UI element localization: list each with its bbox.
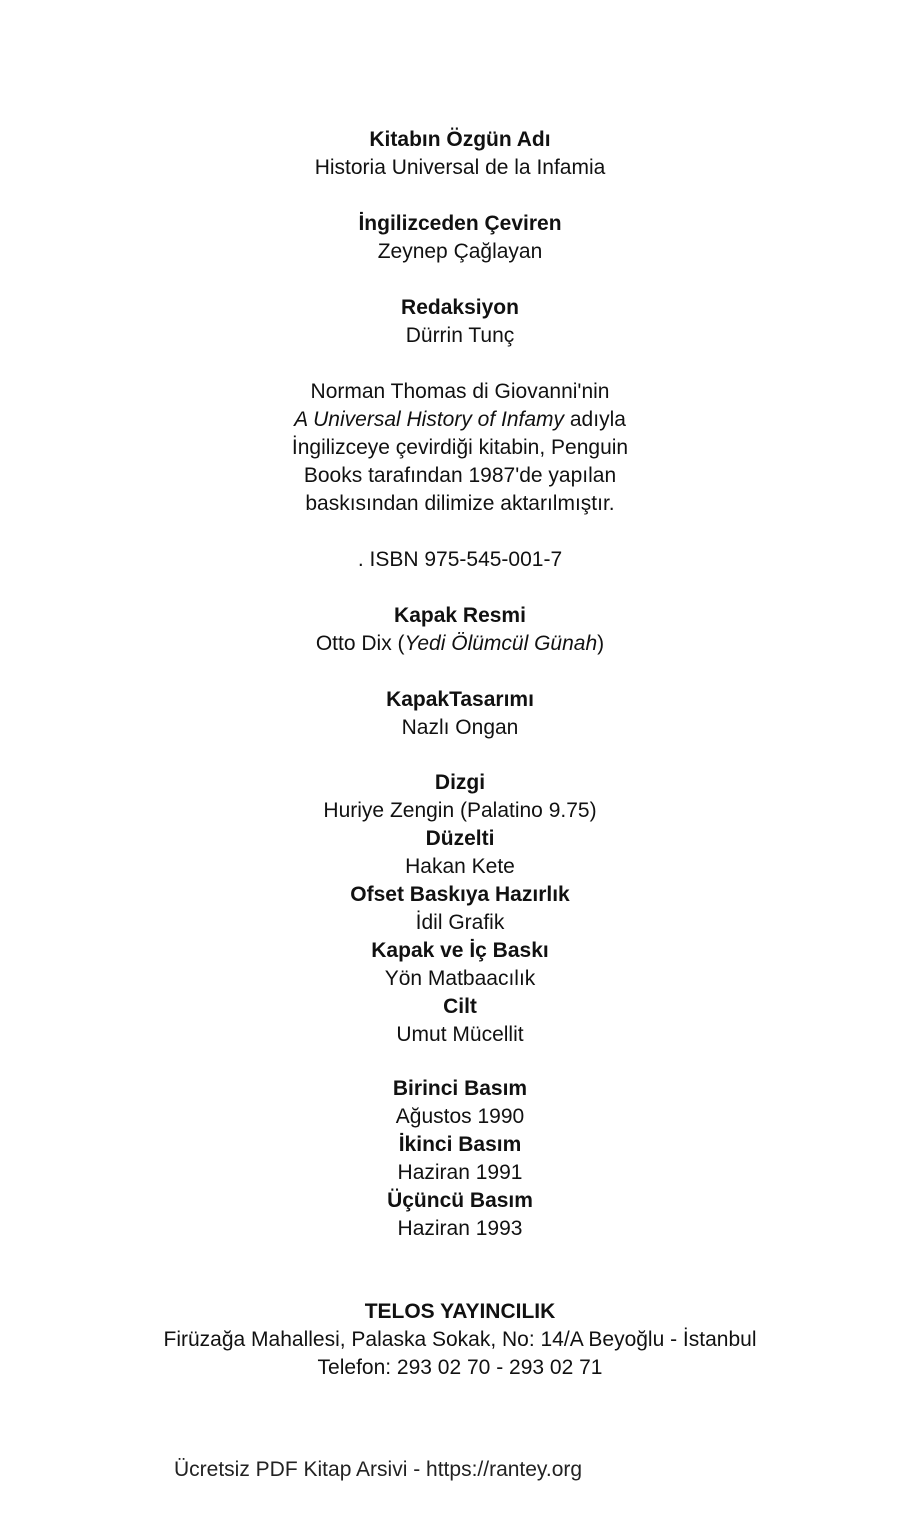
original-title-block	[0, 126, 900, 182]
cover-image-block	[0, 602, 900, 658]
footer-watermark-text: Ücretsiz PDF Kitap Arsivi - https://rantey.org	[174, 1458, 583, 1481]
source-note-line-2	[0, 406, 900, 434]
source-note-line-3: İngilizceye çevirdiği kitabin, Penguin	[291, 436, 629, 459]
source-note-line-5: baskısından dilimize aktarılmıştır.	[305, 492, 615, 515]
editing-heading: Redaksiyon	[401, 296, 519, 319]
publisher-address: Firüzağa Mahallesi, Palaska Sokak, No: 14/A Beyoğlu - İstanbul	[163, 1328, 757, 1351]
original-title-heading: Kitabın Özgün Adı	[369, 128, 551, 151]
credit-heading: Kapak ve İç Baskı	[371, 939, 549, 962]
credit-value: İdil Grafik	[415, 911, 505, 934]
edition-date: Haziran 1993	[397, 1217, 523, 1240]
original-title-value: Historia Universal de la Infamia	[314, 156, 606, 179]
cover-design-heading: KapakTasarımı	[386, 688, 534, 711]
editing-value: Dürrin Tunç	[405, 324, 515, 347]
cover-design-value: Nazlı Ongan	[401, 716, 519, 739]
source-note-line-1: Norman Thomas di Giovanni'nin	[310, 380, 610, 403]
edition-date: Haziran 1991	[397, 1161, 523, 1184]
cover-design-block	[0, 686, 900, 742]
isbn: . ISBN 975-545-001-7	[357, 548, 563, 571]
source-note-block	[0, 378, 900, 518]
cover-image-value	[0, 630, 900, 658]
cover-work-title: Yedi Ölümcül Günah	[404, 632, 598, 655]
editing-block	[0, 294, 900, 350]
cover-artist: Otto Dix (	[315, 632, 405, 655]
isbn-block	[0, 546, 900, 574]
translator-value: Zeynep Çağlayan	[377, 240, 543, 263]
source-note-line-2-rest: adıyla	[564, 408, 626, 431]
credit-value: Hakan Kete	[405, 855, 515, 878]
cover-close-paren: )	[597, 632, 605, 655]
editions-block	[0, 1075, 900, 1243]
publisher-name: TELOS YAYINCILIK	[364, 1300, 556, 1323]
edition-heading: Birinci Basım	[392, 1077, 528, 1100]
translator-heading: İngilizceden Çeviren	[358, 212, 562, 235]
credit-value: Huriye Zengin (Palatino 9.75)	[323, 799, 597, 822]
credit-heading: Ofset Baskıya Hazırlık	[350, 883, 570, 906]
production-credits	[0, 769, 900, 1049]
english-title: A Universal History of Infamy	[294, 408, 565, 431]
publisher-phone: Telefon: 293 02 70 - 293 02 71	[317, 1356, 603, 1379]
credit-value: Umut Mücellit	[396, 1023, 524, 1046]
edition-heading: İkinci Basım	[398, 1133, 522, 1156]
edition-date: Ağustos 1990	[395, 1105, 525, 1128]
edition-heading: Üçüncü Basım	[387, 1189, 533, 1212]
translator-block	[0, 210, 900, 266]
credit-heading: Dizgi	[434, 771, 486, 794]
cover-image-heading: Kapak Resmi	[394, 604, 526, 627]
credit-value: Yön Matbaacılık	[384, 967, 536, 990]
source-note-line-4: Books tarafından 1987'de yapılan	[303, 464, 617, 487]
credit-heading: Cilt	[443, 995, 477, 1018]
publisher-block	[0, 1298, 900, 1382]
credit-heading: Düzelti	[425, 827, 495, 850]
